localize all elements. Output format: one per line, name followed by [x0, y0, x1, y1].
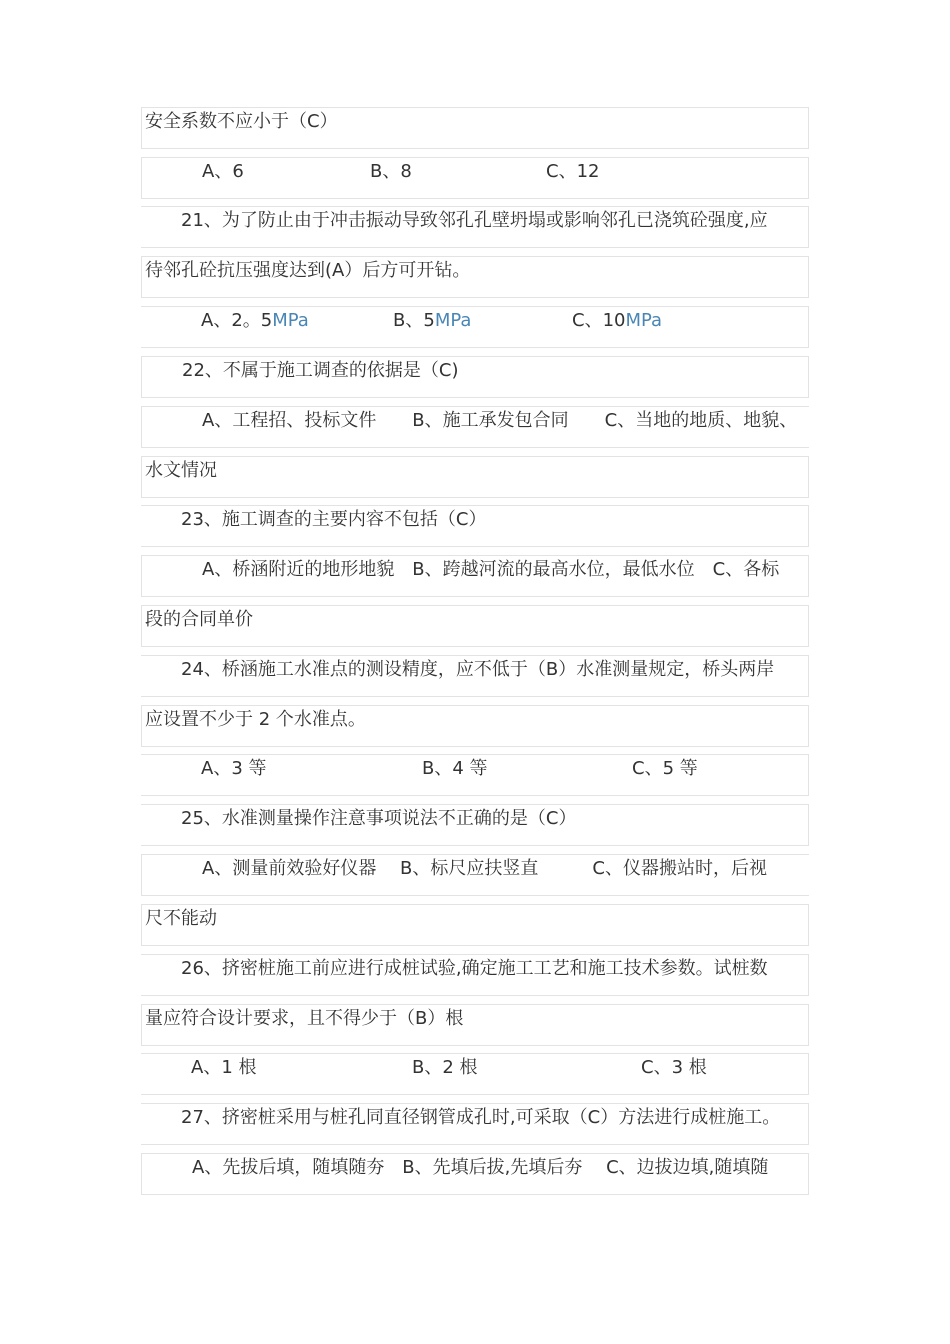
- line-text: 25、水准测量操作注意事项说法不正确的是（C）: [181, 808, 577, 829]
- option-b: [393, 307, 471, 335]
- option-a: A、6: [202, 161, 244, 182]
- line-text: 21、为了防止由于冲击振动导致邻孔孔壁坍塌或影响邻孔已浇筑砼强度,应: [181, 210, 768, 231]
- question-line: [141, 705, 809, 747]
- line-text: A、测量前效验好仪器 B、标尺应扶竖直 C、仪器搬站时，后视: [202, 858, 767, 879]
- option-b: B、8: [370, 161, 412, 182]
- line-text: A、先拔后填，随填随夯 B、先填后拔,先填后夯 C、边拔边填,随填随: [192, 1157, 769, 1178]
- line-text: A、工程招、投标文件 B、施工承发包合同 C、当地的地质、地貌、: [202, 410, 798, 431]
- question-line: [141, 256, 809, 298]
- option-b: B、2 根: [412, 1057, 478, 1078]
- question-line: [141, 1004, 809, 1046]
- question-line: [141, 206, 809, 248]
- line-text: 26、挤密桩施工前应进行成桩试验,确定施工工艺和施工技术参数。试桩数: [181, 958, 768, 979]
- answer-options-row: [141, 1153, 809, 1195]
- question-line: [141, 655, 809, 697]
- question-line: [141, 356, 809, 398]
- option-c: C、3 根: [641, 1057, 707, 1078]
- unit-link[interactable]: MPa: [434, 310, 472, 331]
- option-a: [201, 307, 309, 335]
- question-line: [141, 605, 809, 647]
- line-text: 尺不能动: [145, 908, 217, 929]
- answer-options-row: [141, 157, 809, 199]
- unit-link[interactable]: MPa: [625, 310, 663, 331]
- option-c: C、12: [546, 161, 600, 182]
- line-text: 22、不属于施工调查的依据是（C): [182, 360, 459, 381]
- line-text: 水文情况: [145, 460, 217, 481]
- unit-link[interactable]: MPa: [272, 310, 309, 331]
- line-text: 待邻孔砼抗压强度达到(A）后方可开钻。: [145, 260, 471, 281]
- answer-options-row: [141, 555, 809, 597]
- answer-options-row: [141, 754, 809, 796]
- option-b-value: B、5: [393, 310, 435, 331]
- line-text: 27、挤密桩采用与桩孔同直径钢管成孔时,可采取（C）方法进行成桩施工。: [181, 1107, 781, 1128]
- question-line: [141, 456, 809, 498]
- option-a: A、3 等: [201, 758, 267, 779]
- option-a-value: A、2。5: [201, 310, 273, 331]
- question-line: [141, 505, 809, 547]
- question-line: [141, 904, 809, 946]
- option-c: [572, 307, 662, 335]
- question-line: [141, 954, 809, 996]
- option-c: C、5 等: [632, 758, 698, 779]
- answer-options-row: [141, 306, 809, 348]
- line-text: 23、施工调查的主要内容不包括（C）: [181, 509, 487, 530]
- line-text: A、桥涵附近的地形地貌 B、跨越河流的最高水位，最低水位 C、各标: [202, 559, 780, 580]
- option-b: B、4 等: [422, 758, 488, 779]
- line-text: 段的合同单价: [145, 609, 253, 630]
- question-line: [141, 1103, 809, 1145]
- line-text: 24、桥涵施工水准点的测设精度，应不低于（B）水准测量规定，桥头两岸: [181, 659, 775, 680]
- line-text: 应设置不少于 2 个水准点。: [145, 709, 366, 730]
- option-c-value: C、10: [572, 310, 626, 331]
- line-text: 量应符合设计要求，且不得少于（B）根: [145, 1008, 464, 1029]
- answer-options-row: [141, 854, 809, 896]
- question-line: [141, 107, 809, 149]
- option-a: A、1 根: [191, 1057, 257, 1078]
- answer-options-row: [141, 406, 809, 448]
- answer-options-row: [141, 1053, 809, 1095]
- question-line: [141, 804, 809, 846]
- line-text: 安全系数不应小于（C）: [145, 111, 338, 132]
